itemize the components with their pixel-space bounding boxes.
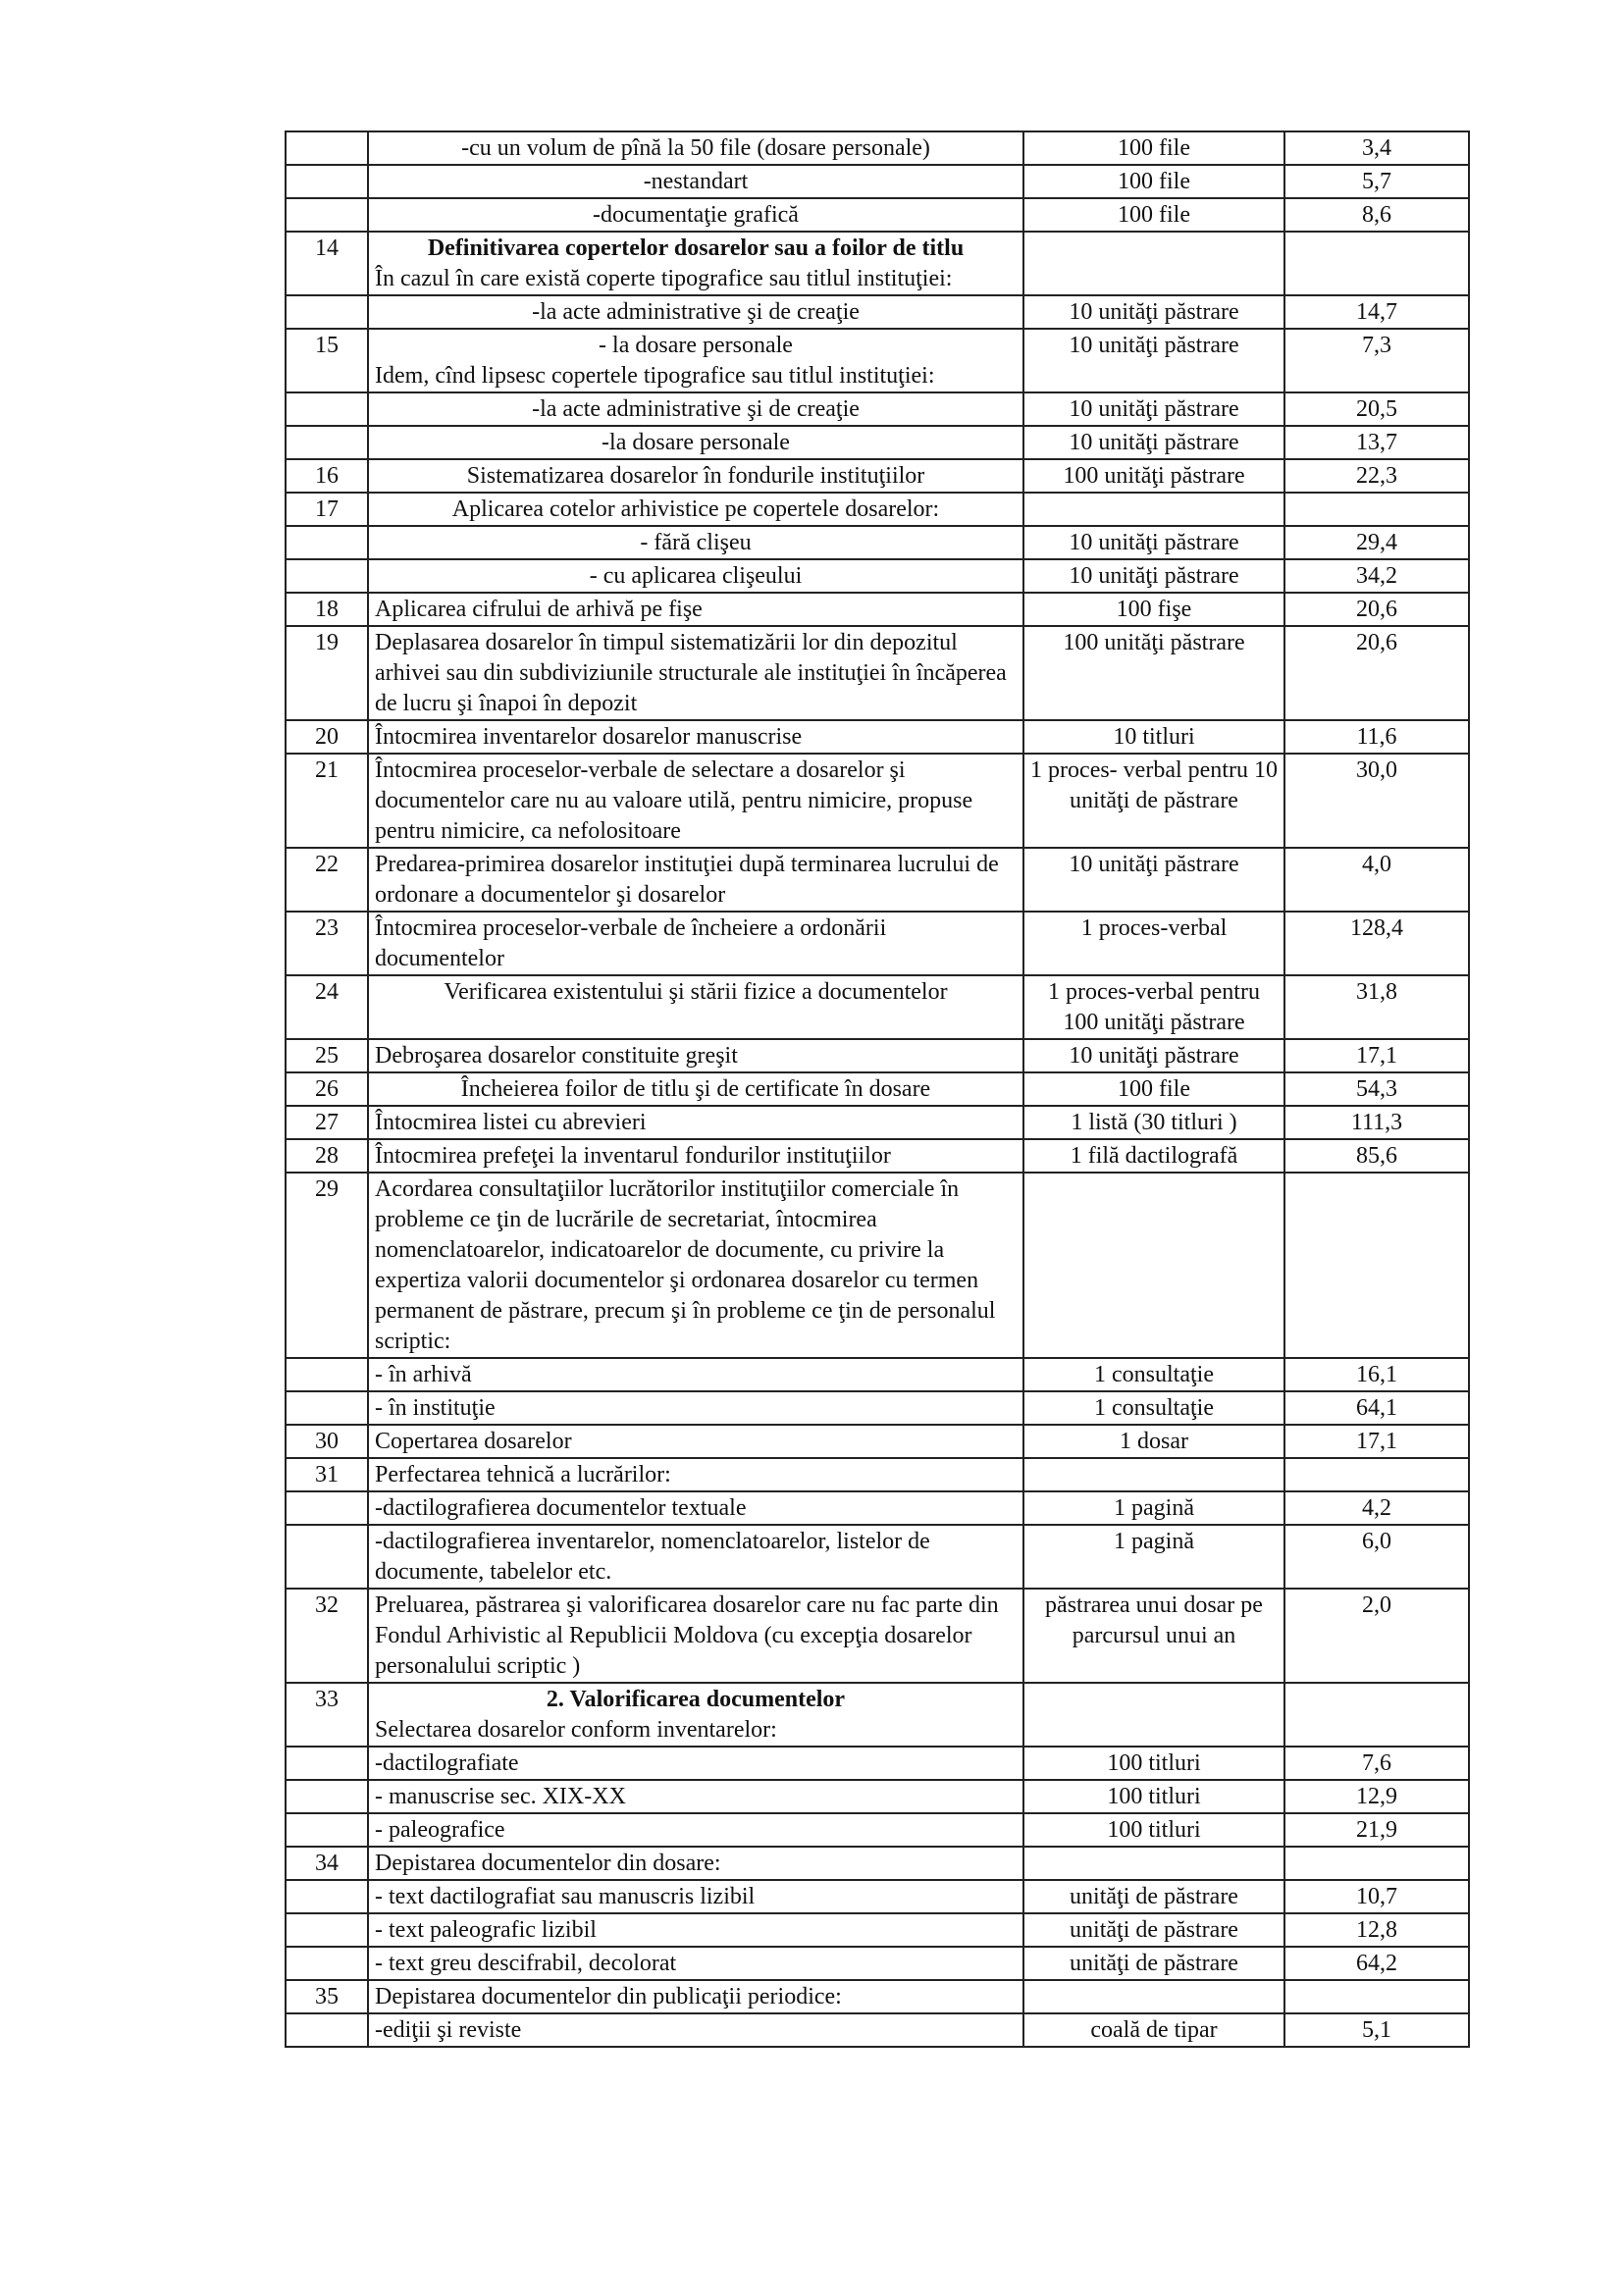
norm-value-cell: 12,8 bbox=[1284, 1913, 1469, 1947]
norm-value-cell: 20,6 bbox=[1284, 593, 1469, 626]
measure-unit-cell: 10 unităţi păstrare bbox=[1023, 848, 1284, 912]
row-number-cell bbox=[286, 1391, 368, 1425]
table-row bbox=[286, 559, 1469, 593]
norm-value-cell: 8,6 bbox=[1284, 198, 1469, 232]
section-heading: 2. Valorificarea documentelor bbox=[546, 1687, 846, 1712]
norm-value-cell bbox=[1284, 1173, 1469, 1358]
table-row bbox=[286, 2013, 1469, 2047]
row-number-cell: 33 bbox=[286, 1683, 368, 1747]
work-description-cell: -dactilografiate bbox=[368, 1747, 1023, 1780]
work-description-cell: - fără clişeu bbox=[368, 526, 1023, 559]
measure-unit-cell: 10 unităţi păstrare bbox=[1023, 526, 1284, 559]
measure-unit-cell: 100 titluri bbox=[1023, 1747, 1284, 1780]
table-row bbox=[286, 131, 1469, 165]
measure-unit-cell: 10 unităţi păstrare bbox=[1023, 426, 1284, 459]
measure-unit-cell: 100 unităţi păstrare bbox=[1023, 626, 1284, 720]
table-row bbox=[286, 1589, 1469, 1683]
work-description-cell: - text dactilografiat sau manuscris lizibil bbox=[368, 1880, 1023, 1913]
table-row bbox=[286, 593, 1469, 626]
row-number-cell: 18 bbox=[286, 593, 368, 626]
tariff-table-body bbox=[286, 131, 1469, 2047]
norm-value-cell bbox=[1284, 1458, 1469, 1491]
table-row bbox=[286, 459, 1469, 493]
work-description-cell: -documentaţie grafică bbox=[368, 198, 1023, 232]
row-number-cell: 32 bbox=[286, 1589, 368, 1683]
norm-value-cell bbox=[1284, 1980, 1469, 2013]
work-description-cell: Perfectarea tehnică a lucrărilor: bbox=[368, 1458, 1023, 1491]
row-number-cell bbox=[286, 392, 368, 426]
work-description-cell: -dactilografierea documentelor textuale bbox=[368, 1491, 1023, 1525]
row-number-cell bbox=[286, 426, 368, 459]
row-number-cell: 16 bbox=[286, 459, 368, 493]
norm-value-cell bbox=[1284, 1683, 1469, 1747]
table-row bbox=[286, 1139, 1469, 1173]
norm-value-cell: 4,0 bbox=[1284, 848, 1469, 912]
work-description-cell: - în instituţie bbox=[368, 1391, 1023, 1425]
row-number-cell: 14 bbox=[286, 232, 368, 295]
table-row bbox=[286, 1913, 1469, 1947]
work-description-cell: Întocmirea prefeţei la inventarul fondurilor instituţiilor bbox=[368, 1139, 1023, 1173]
work-description-cell: Deplasarea dosarelor în timpul sistematizării lor din depozitul arhivei sau din subdiviziunile structurale ale instituţiei în încăperea de lucru şi înapoi în depozit bbox=[368, 626, 1023, 720]
table-row bbox=[286, 1491, 1469, 1525]
table-row bbox=[286, 198, 1469, 232]
table-row bbox=[286, 1391, 1469, 1425]
work-description-cell: - manuscrise sec. XIX-XX bbox=[368, 1780, 1023, 1813]
row-number-cell: 26 bbox=[286, 1072, 368, 1106]
table-row bbox=[286, 1173, 1469, 1358]
table-row bbox=[286, 1039, 1469, 1072]
work-description-cell: Acordarea consultaţiilor lucrătorilor instituţiilor comerciale în probleme ce ţin de lucrările de secretariat, întocmirea nomenclatoarelor, indicatoarelor de documente, cu privire la expertiza valorii documentelor şi ordonarea dosarelor cu termen permanent de păstrare, precum şi în probleme ce ţin de personalul scriptic: bbox=[368, 1173, 1023, 1358]
table-row bbox=[286, 165, 1469, 198]
norm-value-cell: 6,0 bbox=[1284, 1525, 1469, 1589]
work-description-cell: Aplicarea cifrului de arhivă pe fişe bbox=[368, 593, 1023, 626]
table-row bbox=[286, 626, 1469, 720]
table-row bbox=[286, 1813, 1469, 1847]
row-number-cell bbox=[286, 1491, 368, 1525]
measure-unit-cell: 1 proces- verbal pentru 10 unităţi de păstrare bbox=[1023, 754, 1284, 848]
row-number-cell bbox=[286, 165, 368, 198]
table-row bbox=[286, 1458, 1469, 1491]
measure-unit-cell: 1 consultaţie bbox=[1023, 1358, 1284, 1391]
table-row bbox=[286, 392, 1469, 426]
norm-value-cell bbox=[1284, 232, 1469, 295]
table-row bbox=[286, 720, 1469, 754]
row-number-cell: 29 bbox=[286, 1173, 368, 1358]
norm-value-cell: 14,7 bbox=[1284, 295, 1469, 329]
work-description-cell bbox=[368, 232, 1023, 295]
work-description-cell: Verificarea existentului şi stării fizice a documentelor bbox=[368, 975, 1023, 1039]
work-description-cell: Întocmirea proceselor-verbale de selectare a dosarelor şi documentelor care nu au valoare utilă, pentru nimicire, propuse pentru nimicire, ca nefolositoare bbox=[368, 754, 1023, 848]
norm-value-cell: 20,5 bbox=[1284, 392, 1469, 426]
measure-unit-cell: păstrarea unui dosar pe parcursul unui an bbox=[1023, 1589, 1284, 1683]
measure-unit-cell: 100 titluri bbox=[1023, 1813, 1284, 1847]
table-row bbox=[286, 1072, 1469, 1106]
row-number-cell bbox=[286, 1780, 368, 1813]
measure-unit-cell: 1 proces-verbal pentru 100 unităţi păstrare bbox=[1023, 975, 1284, 1039]
work-description-cell: Debroşarea dosarelor constituite greşit bbox=[368, 1039, 1023, 1072]
table-row bbox=[286, 426, 1469, 459]
row-number-cell bbox=[286, 1913, 368, 1947]
work-description-cell: - în arhivă bbox=[368, 1358, 1023, 1391]
work-description-cell: - paleografice bbox=[368, 1813, 1023, 1847]
norm-value-cell: 5,1 bbox=[1284, 2013, 1469, 2047]
work-description-cell: -la acte administrative şi de creaţie bbox=[368, 295, 1023, 329]
work-description-cell: Preluarea, păstrarea şi valorificarea dosarelor care nu fac parte din Fondul Arhivistic al Republicii Moldova (cu excepţia dosarelor personalului scriptic ) bbox=[368, 1589, 1023, 1683]
row-number-cell: 27 bbox=[286, 1106, 368, 1139]
row-number-cell: 19 bbox=[286, 626, 368, 720]
norm-value-cell: 21,9 bbox=[1284, 1813, 1469, 1847]
table-row bbox=[286, 912, 1469, 975]
measure-unit-cell: 100 file bbox=[1023, 131, 1284, 165]
measure-unit-cell: 100 fişe bbox=[1023, 593, 1284, 626]
norm-value-cell: 5,7 bbox=[1284, 165, 1469, 198]
measure-unit-cell bbox=[1023, 493, 1284, 526]
table-row bbox=[286, 1425, 1469, 1458]
measure-unit-cell: 100 file bbox=[1023, 1072, 1284, 1106]
table-row bbox=[286, 1525, 1469, 1589]
norm-value-cell: 2,0 bbox=[1284, 1589, 1469, 1683]
table-row bbox=[286, 975, 1469, 1039]
row-number-cell: 34 bbox=[286, 1847, 368, 1880]
row-number-cell bbox=[286, 559, 368, 593]
work-description: În cazul în care există coperte tipografice sau titlul instituţiei: bbox=[375, 266, 953, 291]
table-row bbox=[286, 1358, 1469, 1391]
norm-value-cell: 34,2 bbox=[1284, 559, 1469, 593]
row-number-cell: 24 bbox=[286, 975, 368, 1039]
norm-value-cell: 16,1 bbox=[1284, 1358, 1469, 1391]
work-description-cell: - text greu descifrabil, decolorat bbox=[368, 1947, 1023, 1980]
work-description-cell: Întocmirea proceselor-verbale de încheiere a ordonării documentelor bbox=[368, 912, 1023, 975]
row-number-cell: 25 bbox=[286, 1039, 368, 1072]
work-description-cell: -dactilografierea inventarelor, nomenclatoarelor, listelor de documente, tabelelor etc. bbox=[368, 1525, 1023, 1589]
tariff-table bbox=[285, 130, 1470, 2048]
table-row bbox=[286, 295, 1469, 329]
work-description-cell: -nestandart bbox=[368, 165, 1023, 198]
work-description-cell bbox=[368, 1683, 1023, 1747]
measure-unit-cell: 100 file bbox=[1023, 198, 1284, 232]
norm-value-cell: 7,6 bbox=[1284, 1747, 1469, 1780]
work-description-cell: -ediţii şi reviste bbox=[368, 2013, 1023, 2047]
table-row bbox=[286, 1980, 1469, 2013]
norm-value-cell: 64,2 bbox=[1284, 1947, 1469, 1980]
table-row bbox=[286, 1747, 1469, 1780]
table-row bbox=[286, 493, 1469, 526]
measure-unit-cell bbox=[1023, 1683, 1284, 1747]
row-number-cell bbox=[286, 1813, 368, 1847]
table-row bbox=[286, 754, 1469, 848]
work-description-cell: Depistarea documentelor din publicaţii periodice: bbox=[368, 1980, 1023, 2013]
row-number-cell: 15 bbox=[286, 329, 368, 392]
measure-unit-cell: 10 titluri bbox=[1023, 720, 1284, 754]
measure-unit-cell: 1 listă (30 titluri ) bbox=[1023, 1106, 1284, 1139]
table-row bbox=[286, 1780, 1469, 1813]
norm-value-cell bbox=[1284, 1847, 1469, 1880]
work-description-cell bbox=[368, 329, 1023, 392]
table-row bbox=[286, 1683, 1469, 1747]
row-number-cell: 28 bbox=[286, 1139, 368, 1173]
row-number-cell: 17 bbox=[286, 493, 368, 526]
measure-unit-cell: 10 unităţi păstrare bbox=[1023, 392, 1284, 426]
norm-value-cell: 10,7 bbox=[1284, 1880, 1469, 1913]
norm-value-cell: 4,2 bbox=[1284, 1491, 1469, 1525]
measure-unit-cell: coală de tipar bbox=[1023, 2013, 1284, 2047]
measure-unit-cell bbox=[1023, 1458, 1284, 1491]
measure-unit-cell bbox=[1023, 1173, 1284, 1358]
norm-value-cell: 11,6 bbox=[1284, 720, 1469, 754]
measure-unit-cell: 100 file bbox=[1023, 165, 1284, 198]
work-description-cell: Întocmirea listei cu abrevieri bbox=[368, 1106, 1023, 1139]
work-description-cell: Depistarea documentelor din dosare: bbox=[368, 1847, 1023, 1880]
work-description-cell: -cu un volum de pînă la 50 file (dosare personale) bbox=[368, 131, 1023, 165]
row-number-cell bbox=[286, 1525, 368, 1589]
norm-value-cell: 20,6 bbox=[1284, 626, 1469, 720]
row-number-cell: 22 bbox=[286, 848, 368, 912]
norm-value-cell: 111,3 bbox=[1284, 1106, 1469, 1139]
work-description-cell: Întocmirea inventarelor dosarelor manuscrise bbox=[368, 720, 1023, 754]
work-description-cell: -la acte administrative şi de creaţie bbox=[368, 392, 1023, 426]
measure-unit-cell: 1 pagină bbox=[1023, 1525, 1284, 1589]
table-row bbox=[286, 526, 1469, 559]
work-description: Idem, cînd lipsesc copertele tipografice sau titlul instituţiei: bbox=[375, 363, 935, 389]
norm-value-cell bbox=[1284, 493, 1469, 526]
norm-value-cell: 29,4 bbox=[1284, 526, 1469, 559]
norm-value-cell: 85,6 bbox=[1284, 1139, 1469, 1173]
table-row bbox=[286, 1880, 1469, 1913]
measure-unit-cell: 1 pagină bbox=[1023, 1491, 1284, 1525]
work-description-cell: Predarea-primirea dosarelor instituţiei după terminarea lucrului de ordonare a documentelor şi dosarelor bbox=[368, 848, 1023, 912]
table-row bbox=[286, 329, 1469, 392]
measure-unit-cell: unităţi de păstrare bbox=[1023, 1947, 1284, 1980]
norm-value-cell: 3,4 bbox=[1284, 131, 1469, 165]
work-description: Selectarea dosarelor conform inventarelor: bbox=[375, 1717, 777, 1743]
row-number-cell bbox=[286, 1358, 368, 1391]
measure-unit-cell bbox=[1023, 232, 1284, 295]
measure-unit-cell bbox=[1023, 1847, 1284, 1880]
row-number-cell bbox=[286, 1747, 368, 1780]
row-number-cell bbox=[286, 131, 368, 165]
measure-unit-cell: 1 filă dactilografă bbox=[1023, 1139, 1284, 1173]
table-row bbox=[286, 1847, 1469, 1880]
row-number-cell: 21 bbox=[286, 754, 368, 848]
measure-unit-cell: 10 unităţi păstrare bbox=[1023, 1039, 1284, 1072]
measure-unit-cell: 1 consultaţie bbox=[1023, 1391, 1284, 1425]
section-heading: Definitivarea copertelor dosarelor sau a foilor de titlu bbox=[427, 235, 965, 261]
norm-value-cell: 54,3 bbox=[1284, 1072, 1469, 1106]
row-number-cell bbox=[286, 526, 368, 559]
measure-unit-cell: 10 unităţi păstrare bbox=[1023, 295, 1284, 329]
table-row bbox=[286, 1947, 1469, 1980]
measure-unit-cell: 10 unităţi păstrare bbox=[1023, 329, 1284, 392]
measure-unit-cell: unităţi de păstrare bbox=[1023, 1880, 1284, 1913]
row-number-cell: 20 bbox=[286, 720, 368, 754]
work-description-cell: - text paleografic lizibil bbox=[368, 1913, 1023, 1947]
row-number-cell bbox=[286, 1880, 368, 1913]
measure-unit-cell bbox=[1023, 1980, 1284, 2013]
table-row bbox=[286, 232, 1469, 295]
norm-value-cell: 7,3 bbox=[1284, 329, 1469, 392]
work-description-cell: Aplicarea cotelor arhivistice pe copertele dosarelor: bbox=[368, 493, 1023, 526]
measure-unit-cell: 100 titluri bbox=[1023, 1780, 1284, 1813]
measure-unit-cell: 100 unităţi păstrare bbox=[1023, 459, 1284, 493]
measure-unit-cell: 1 proces-verbal bbox=[1023, 912, 1284, 975]
work-description-cell: Sistematizarea dosarelor în fondurile instituţiilor bbox=[368, 459, 1023, 493]
row-number-cell: 23 bbox=[286, 912, 368, 975]
norm-value-cell: 30,0 bbox=[1284, 754, 1469, 848]
row-number-cell: 35 bbox=[286, 1980, 368, 2013]
work-description-cell: Copertarea dosarelor bbox=[368, 1425, 1023, 1458]
row-number-cell bbox=[286, 198, 368, 232]
norm-value-cell: 13,7 bbox=[1284, 426, 1469, 459]
row-number-cell bbox=[286, 1947, 368, 1980]
norm-value-cell: 22,3 bbox=[1284, 459, 1469, 493]
row-number-cell: 30 bbox=[286, 1425, 368, 1458]
measure-unit-cell: 1 dosar bbox=[1023, 1425, 1284, 1458]
table-row bbox=[286, 1106, 1469, 1139]
row-number-cell bbox=[286, 2013, 368, 2047]
norm-value-cell: 64,1 bbox=[1284, 1391, 1469, 1425]
table-row bbox=[286, 848, 1469, 912]
norm-value-cell: 12,9 bbox=[1284, 1780, 1469, 1813]
norm-value-cell: 17,1 bbox=[1284, 1425, 1469, 1458]
section-heading: - la dosare personale bbox=[599, 333, 793, 358]
row-number-cell: 31 bbox=[286, 1458, 368, 1491]
norm-value-cell: 31,8 bbox=[1284, 975, 1469, 1039]
norm-value-cell: 17,1 bbox=[1284, 1039, 1469, 1072]
norm-value-cell: 128,4 bbox=[1284, 912, 1469, 975]
row-number-cell bbox=[286, 295, 368, 329]
work-description-cell: - cu aplicarea clişeului bbox=[368, 559, 1023, 593]
measure-unit-cell: 10 unităţi păstrare bbox=[1023, 559, 1284, 593]
work-description-cell: -la dosare personale bbox=[368, 426, 1023, 459]
work-description-cell: Încheierea foilor de titlu şi de certificate în dosare bbox=[368, 1072, 1023, 1106]
measure-unit-cell: unităţi de păstrare bbox=[1023, 1913, 1284, 1947]
